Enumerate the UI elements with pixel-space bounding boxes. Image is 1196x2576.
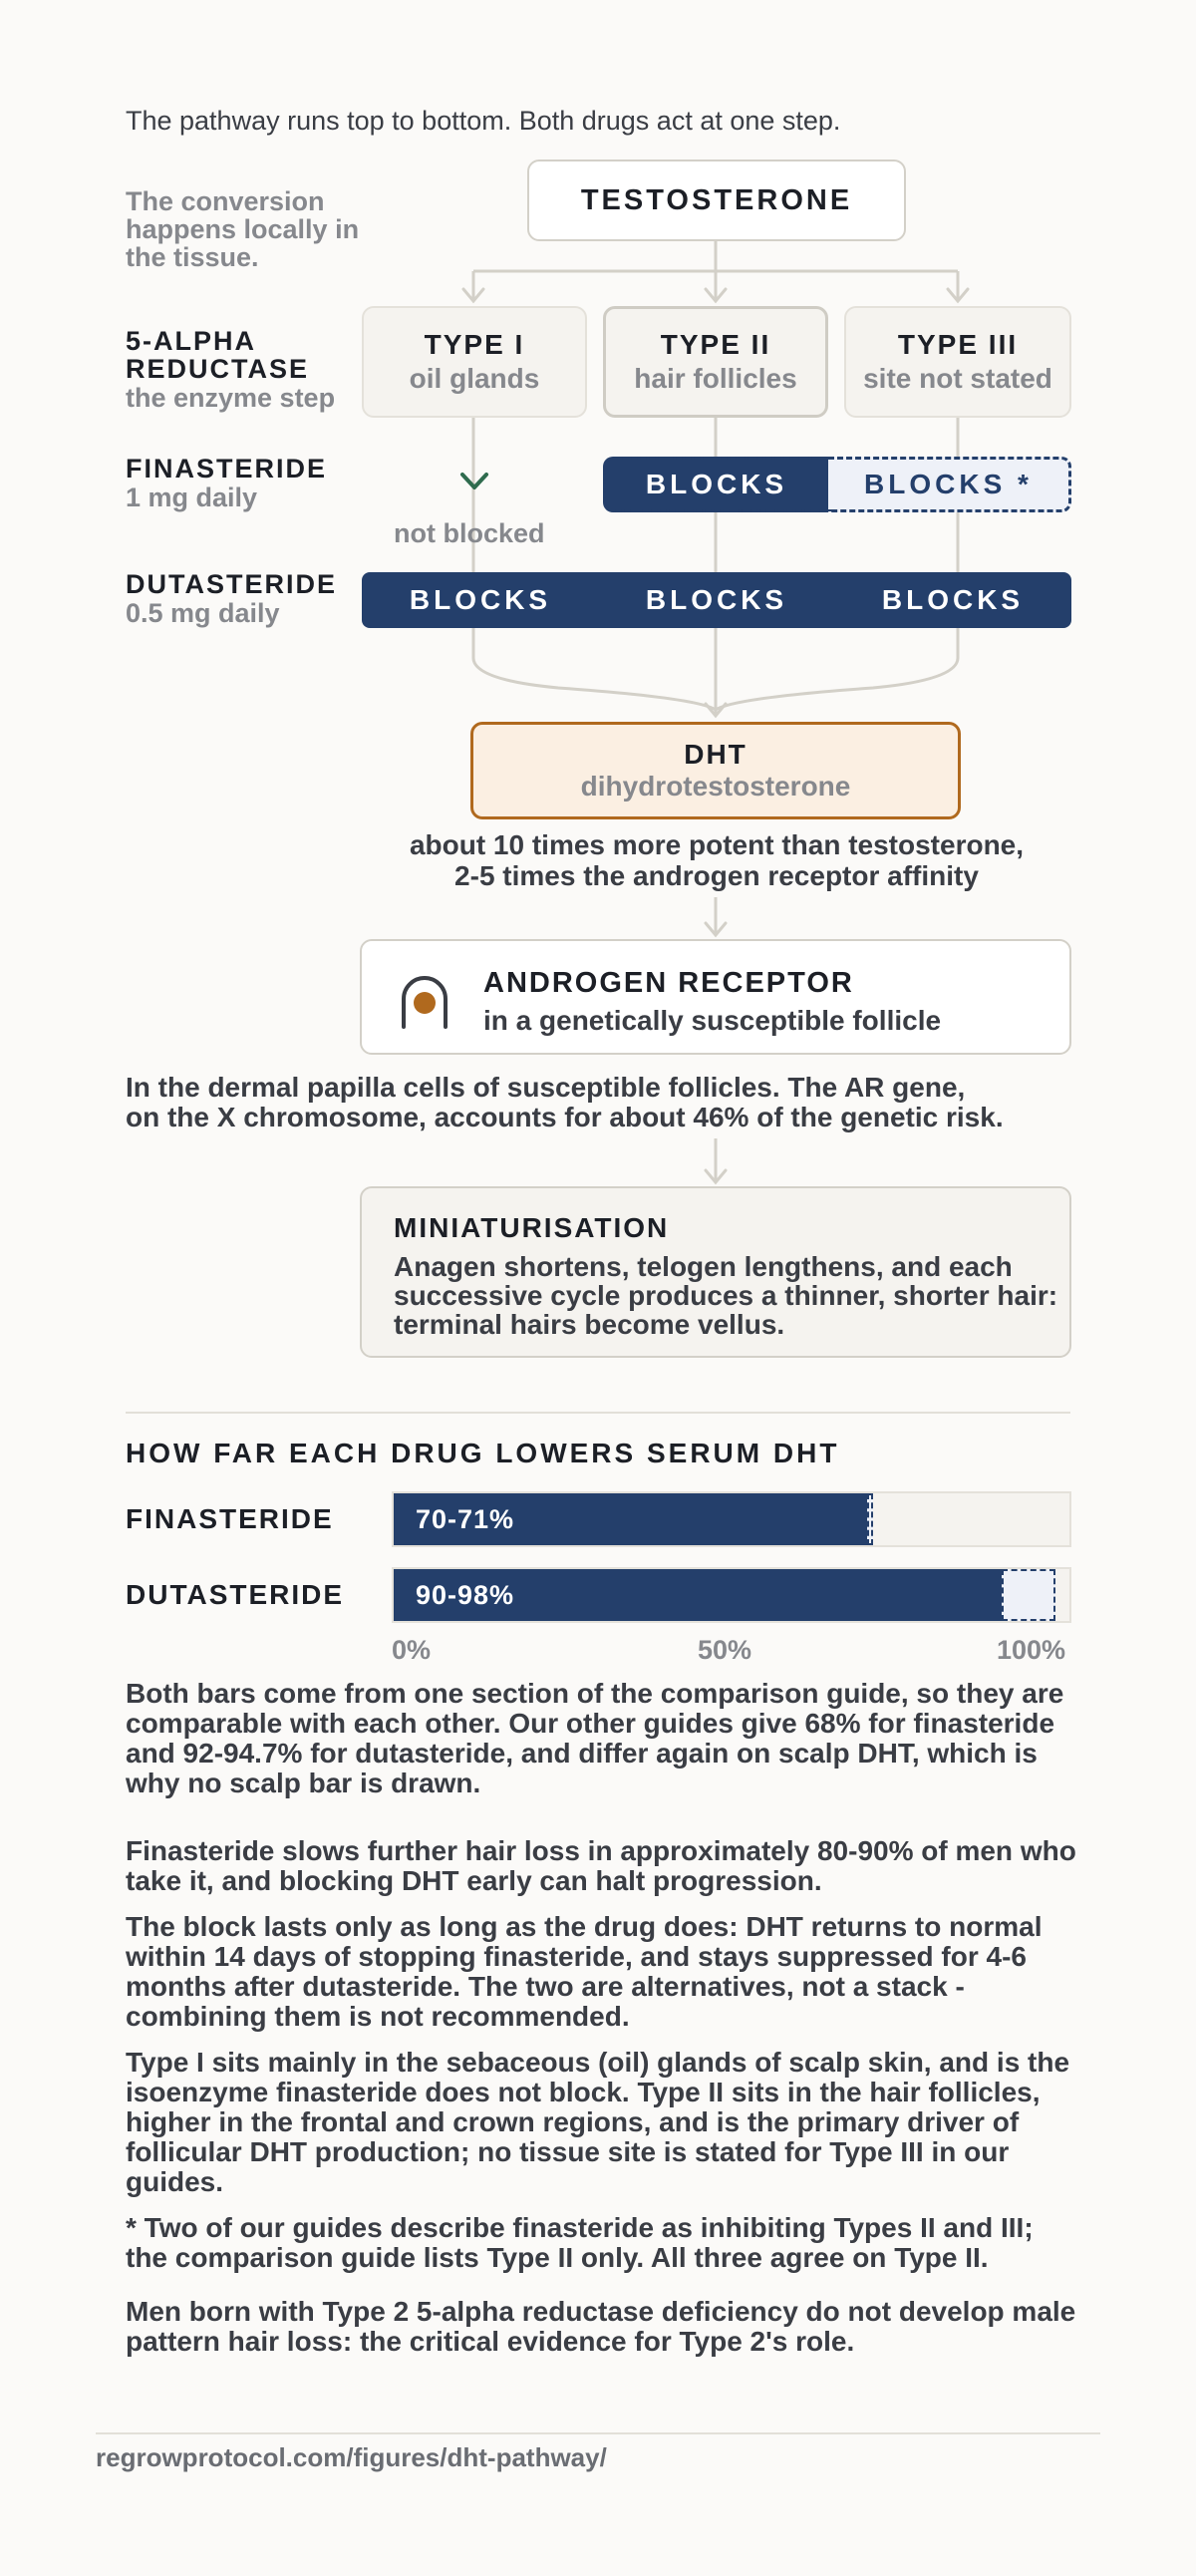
dutasteride-name: DUTASTERIDE <box>126 569 338 599</box>
dht-node <box>470 722 961 819</box>
enzyme-row-label <box>126 327 355 413</box>
enzyme-row-subtitle: the enzyme step <box>126 383 336 413</box>
finasteride-type3-block: BLOCKS * <box>828 457 1071 512</box>
receptor-title: ANDROGEN RECEPTOR <box>483 967 854 999</box>
axis-tick-100: 100% <box>997 1635 1066 1665</box>
finasteride-dose: 1 mg daily <box>126 483 258 512</box>
isoenzyme-type-2 <box>603 306 828 418</box>
bar-range-finasteride <box>867 1493 874 1545</box>
finasteride-row-label <box>126 455 327 512</box>
receptor-caption-line-1: In the dermal papilla cells of susceptible follicles. The AR gene, <box>126 1072 966 1103</box>
section-divider <box>126 1412 1070 1414</box>
isoenzyme-type-1 <box>362 306 587 418</box>
bar-range-dutasteride <box>1002 1569 1055 1621</box>
axis-tick-50: 50% <box>698 1635 752 1665</box>
isoenzyme-site: site not stated <box>863 363 1052 394</box>
miniaturisation-title: MINIATURISATION <box>394 1212 670 1243</box>
miniaturisation-text: Anagen shortens, telogen lengthens, and each successive cycle produces a thinner, shorter hair: terminal hairs become vellus. <box>394 1251 1058 1340</box>
isoenzyme-name: TYPE I <box>424 329 525 360</box>
testosterone-node: TESTOSTERONE <box>527 160 906 241</box>
bar-track-finasteride <box>392 1491 1071 1547</box>
dutasteride-dose: 0.5 mg daily <box>126 598 280 628</box>
isoenzyme-site: oil glands <box>409 363 540 394</box>
androgen-receptor-node <box>360 939 1071 1055</box>
isoenzyme-name: TYPE III <box>897 329 1019 360</box>
paragraph-evidence: Men born with Type 2 5-alpha reductase deficiency do not develop male pattern hair loss: the critical evidence for Type 2's role. <box>126 2296 1076 2357</box>
bar-label-finasteride: FINASTERIDE <box>126 1503 334 1534</box>
dutasteride-type1-block: BLOCKS <box>409 584 552 615</box>
receptor-icon <box>398 973 451 1029</box>
footer-link[interactable]: regrowprotocol.com/figures/dht-pathway/ <box>96 2442 607 2472</box>
paragraph-isoenzymes: Type I sits mainly in the sebaceous (oil) glands of scalp skin, and is the isoenzyme finasteride does not block. Type II sits in the hair follicles, higher in the frontal and crown regions, and is the primary driver of follicular DHT production; no tissue site is stated for Type III in our guides. <box>126 2047 1070 2197</box>
dutasteride-row-label <box>126 570 337 628</box>
dutasteride-type3-block: BLOCKS <box>881 584 1025 615</box>
finasteride-type2-block: BLOCKS <box>603 457 830 512</box>
bar-track-dutasteride <box>392 1567 1071 1623</box>
finasteride-type1-status: not blocked <box>394 518 545 548</box>
chart-note: Both bars come from one section of the comparison guide, so they are comparable with each other. Our other guides give 68% for finasteride and 92-94.7% for dutasteride, and differ again on scalp DHT, which is why no scalp bar is drawn. <box>126 1678 1064 1798</box>
dht-subtitle: dihydrotestosterone <box>580 771 851 802</box>
bar-value-finasteride: 70-71% <box>416 1503 515 1534</box>
paragraph-footnote: * Two of our guides describe finasteride as inhibiting Types II and III; the comparison guide lists Type II only. All three agree on Type II. <box>126 2212 1034 2273</box>
dht-caption-line-1: about 10 times more potent than testosterone, <box>409 829 1025 860</box>
bar-label-dutasteride: DUTASTERIDE <box>126 1579 345 1610</box>
isoenzyme-name: TYPE II <box>660 329 771 360</box>
miniaturisation-node <box>360 1186 1071 1358</box>
footer-divider <box>96 2432 1100 2434</box>
dht-caption-line-2: 2-5 times the androgen receptor affinity <box>454 860 979 891</box>
finasteride-name: FINASTERIDE <box>126 454 328 483</box>
axis-tick-0: 0% <box>392 1635 432 1665</box>
intro-text: The pathway runs top to bottom. Both drugs act at one step. <box>126 106 841 136</box>
check-icon <box>454 461 494 500</box>
paragraph-duration: The block lasts only as long as the drug does: DHT returns to normal within 14 days of stopping finasteride, and stays suppressed for 4-6 months after dutasteride. The two are alternatives, not a stack - combining them is not recommended. <box>126 1911 1043 2032</box>
chart-title: HOW FAR EACH DRUG LOWERS SERUM DHT <box>126 1438 840 1468</box>
side-note: The conversion happens locally in the tissue. <box>126 186 360 272</box>
enzyme-row-title: 5-ALPHA REDUCTASE <box>126 326 310 384</box>
dutasteride-block-bar <box>362 572 1071 628</box>
bar-value-dutasteride: 90-98% <box>416 1579 515 1610</box>
receptor-subtitle: in a genetically susceptible follicle <box>483 1005 942 1036</box>
dht-title: DHT <box>684 739 748 770</box>
dutasteride-type2-block: BLOCKS <box>645 584 788 615</box>
paragraph-efficacy: Finasteride slows further hair loss in approximately 80-90% of men who take it, and blocking DHT early can halt progression. <box>126 1835 1076 1896</box>
receptor-caption-line-2: on the X chromosome, accounts for about 46% of the genetic risk. <box>126 1102 1004 1132</box>
isoenzyme-site: hair follicles <box>634 363 797 394</box>
isoenzyme-type-3 <box>844 306 1071 418</box>
